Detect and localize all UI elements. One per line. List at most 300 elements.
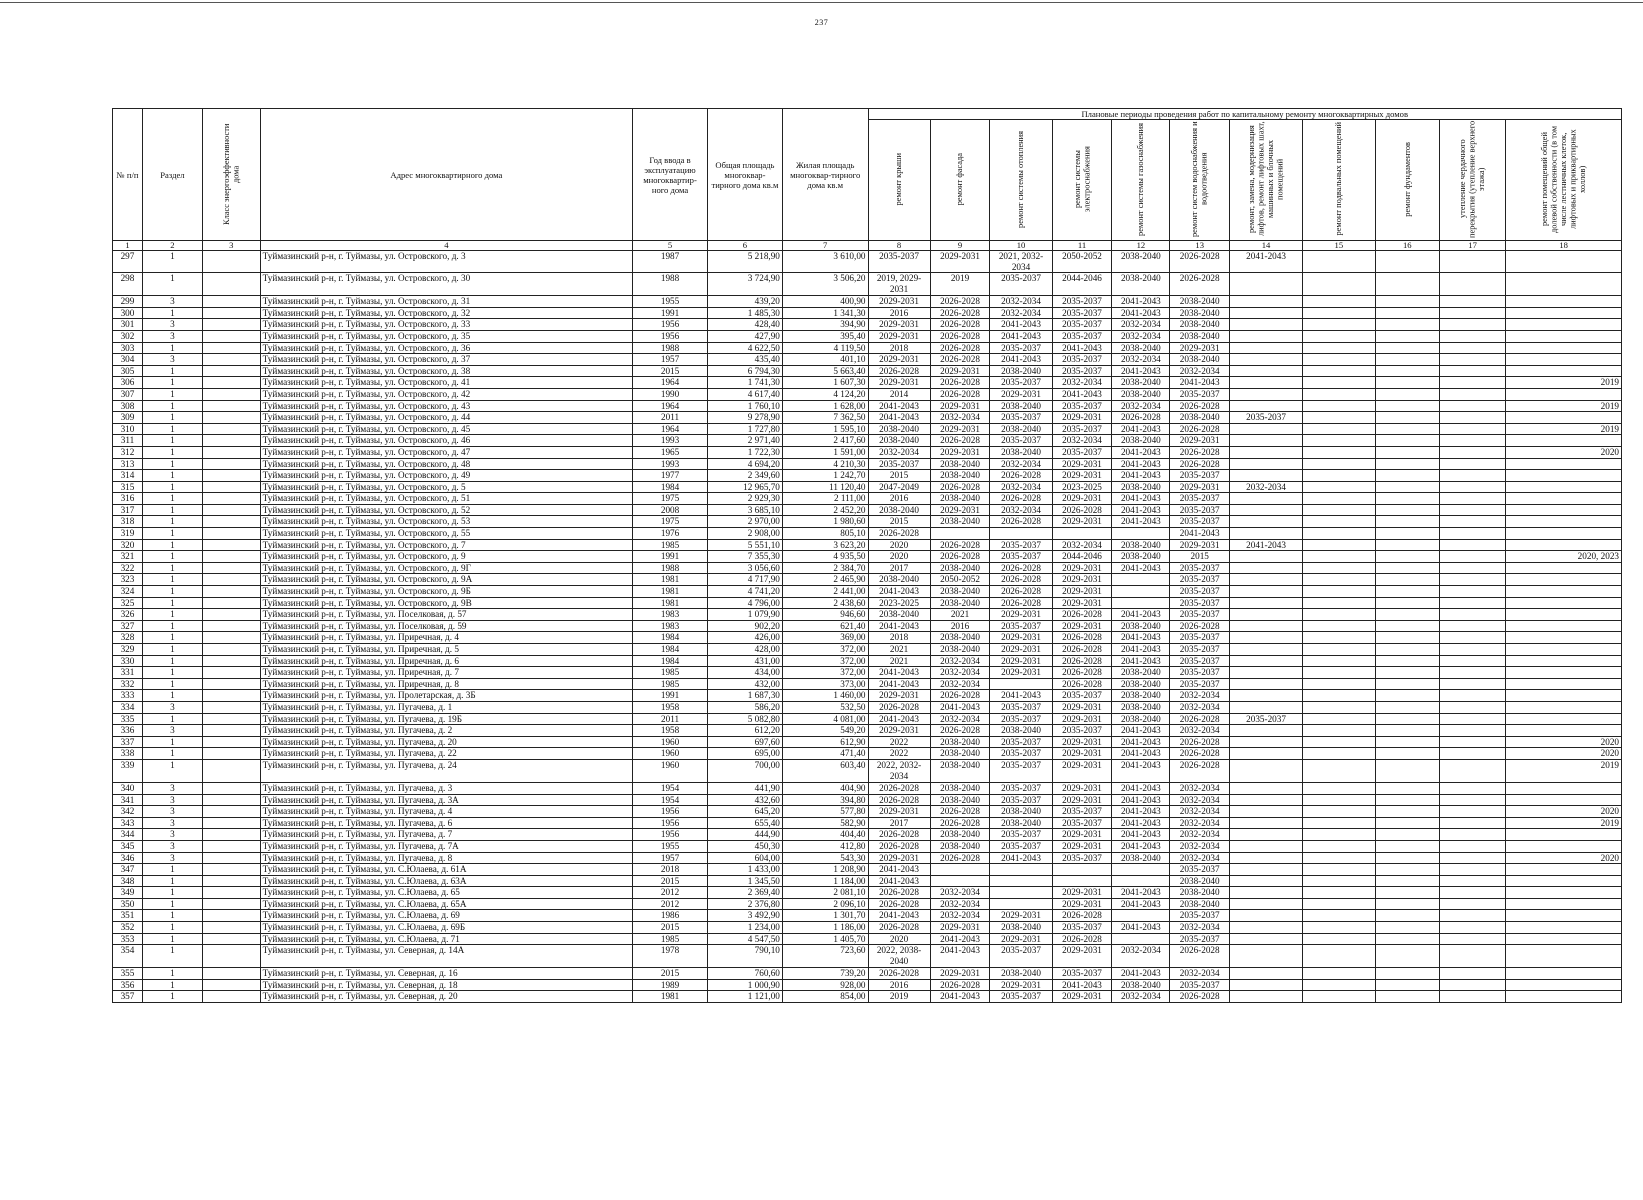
row-gas: 2041-2043	[1112, 829, 1170, 841]
row-power: 2029-2031	[1052, 458, 1112, 470]
row-basement	[1302, 597, 1375, 609]
row-year: 1976	[633, 528, 708, 540]
row-number: 332	[113, 678, 143, 690]
row-common: 2019	[1506, 400, 1622, 412]
row-attic	[1439, 423, 1505, 435]
row-total-area: 604,00	[707, 852, 782, 864]
row-address: Туймазинский р-н, г. Туймазы, ул. Северная, д. 16	[260, 968, 632, 980]
row-foundation	[1375, 806, 1439, 818]
table-row	[113, 319, 1622, 331]
row-water: 2035-2037	[1170, 388, 1230, 400]
row-heating	[990, 898, 1052, 910]
row-facade: 2041-2043	[930, 701, 990, 713]
row-basement	[1302, 817, 1375, 829]
row-lifts	[1230, 945, 1303, 968]
row-total-area: 1 760,10	[707, 400, 782, 412]
row-basement	[1302, 365, 1375, 377]
row-number: 317	[113, 504, 143, 516]
row-energy-class	[202, 446, 260, 458]
row-roof: 2015	[868, 516, 930, 528]
row-address: Туймазинский р-н, г. Туймазы, ул. Островского, д. 42	[260, 388, 632, 400]
row-lifts	[1230, 979, 1303, 991]
row-address: Туймазинский р-н, г. Туймазы, ул. С.Юлаева, д. 69Б	[260, 922, 632, 934]
row-number: 320	[113, 539, 143, 551]
header-basement: ремонт подвальных помещений	[1302, 120, 1375, 241]
row-heating: 2035-2037	[990, 342, 1052, 354]
row-roof: 2018	[868, 632, 930, 644]
row-living-area: 612,90	[782, 736, 868, 748]
row-section: 1	[142, 551, 202, 563]
row-foundation	[1375, 991, 1439, 1003]
row-number: 314	[113, 470, 143, 482]
row-foundation	[1375, 435, 1439, 447]
row-living-area: 2 081,10	[782, 887, 868, 899]
row-lifts	[1230, 632, 1303, 644]
row-foundation	[1375, 586, 1439, 598]
row-gas: 2041-2043	[1112, 446, 1170, 458]
row-roof: 2047-2049	[868, 481, 930, 493]
row-roof: 2019, 2029-2031	[868, 273, 930, 296]
row-living-area: 532,50	[782, 701, 868, 713]
row-heating	[990, 875, 1052, 887]
table-row	[113, 574, 1622, 586]
row-lifts	[1230, 388, 1303, 400]
row-basement	[1302, 933, 1375, 945]
table-row	[113, 307, 1622, 319]
row-gas	[1112, 528, 1170, 540]
row-total-area: 1 727,80	[707, 423, 782, 435]
row-power: 2029-2031	[1052, 759, 1112, 782]
row-foundation	[1375, 400, 1439, 412]
row-foundation	[1375, 251, 1439, 273]
row-attic	[1439, 644, 1505, 656]
table-row	[113, 887, 1622, 899]
row-water: 2041-2043	[1170, 528, 1230, 540]
row-power	[1052, 528, 1112, 540]
row-water: 2032-2034	[1170, 690, 1230, 702]
row-foundation	[1375, 829, 1439, 841]
row-number: 303	[113, 342, 143, 354]
row-total-area: 4 717,90	[707, 574, 782, 586]
row-common	[1506, 701, 1622, 713]
row-gas: 2038-2040	[1112, 251, 1170, 273]
row-common	[1506, 481, 1622, 493]
row-common	[1506, 782, 1622, 794]
row-gas: 2038-2040	[1112, 551, 1170, 563]
row-lifts	[1230, 933, 1303, 945]
row-basement	[1302, 725, 1375, 737]
row-common	[1506, 655, 1622, 667]
row-facade: 2038-2040	[930, 759, 990, 782]
row-power: 2023-2025	[1052, 481, 1112, 493]
row-living-area: 1 460,00	[782, 690, 868, 702]
row-total-area: 2 369,40	[707, 887, 782, 899]
row-foundation	[1375, 273, 1439, 296]
row-gas: 2041-2043	[1112, 609, 1170, 621]
column-number: 6	[707, 241, 782, 251]
row-living-area: 2 465,90	[782, 574, 868, 586]
row-power: 2032-2034	[1052, 539, 1112, 551]
row-facade	[930, 875, 990, 887]
row-common	[1506, 528, 1622, 540]
row-number: 349	[113, 887, 143, 899]
row-facade: 2026-2028	[930, 979, 990, 991]
row-number: 337	[113, 736, 143, 748]
row-lifts	[1230, 678, 1303, 690]
row-common	[1506, 991, 1622, 1003]
row-basement	[1302, 875, 1375, 887]
row-facade: 2038-2040	[930, 586, 990, 598]
row-section: 1	[142, 864, 202, 876]
row-total-area: 450,30	[707, 840, 782, 852]
row-total-area: 5 082,80	[707, 713, 782, 725]
row-lifts	[1230, 330, 1303, 342]
row-water: 2032-2034	[1170, 852, 1230, 864]
row-living-area: 471,40	[782, 748, 868, 760]
row-basement	[1302, 504, 1375, 516]
row-water: 2032-2034	[1170, 817, 1230, 829]
row-number: 350	[113, 898, 143, 910]
row-energy-class	[202, 910, 260, 922]
row-lifts	[1230, 354, 1303, 366]
row-attic	[1439, 388, 1505, 400]
row-facade: 2026-2028	[930, 539, 990, 551]
row-foundation	[1375, 516, 1439, 528]
table-row	[113, 806, 1622, 818]
row-address: Туймазинский р-н, г. Туймазы, ул. Островского, д. 53	[260, 516, 632, 528]
row-heating: 2029-2031	[990, 632, 1052, 644]
row-living-area: 1 186,00	[782, 922, 868, 934]
table-row	[113, 840, 1622, 852]
row-power: 2026-2028	[1052, 667, 1112, 679]
row-gas: 2041-2043	[1112, 470, 1170, 482]
row-address: Туймазинский р-н, г. Туймазы, ул. Островского, д. 41	[260, 377, 632, 389]
row-living-area: 928,00	[782, 979, 868, 991]
row-heating: 2021, 2032-2034	[990, 251, 1052, 273]
row-gas: 2038-2040	[1112, 620, 1170, 632]
row-address: Туймазинский р-н, г. Туймазы, ул. Поселковая, д. 59	[260, 620, 632, 632]
row-energy-class	[202, 377, 260, 389]
row-energy-class	[202, 273, 260, 296]
row-year: 1960	[633, 736, 708, 748]
row-common: 2020	[1506, 736, 1622, 748]
row-attic	[1439, 365, 1505, 377]
row-attic	[1439, 470, 1505, 482]
row-number: 305	[113, 365, 143, 377]
row-lifts	[1230, 562, 1303, 574]
row-section: 1	[142, 713, 202, 725]
row-foundation	[1375, 296, 1439, 308]
row-total-area: 3 685,10	[707, 504, 782, 516]
row-gas: 2038-2040	[1112, 435, 1170, 447]
row-address: Туймазинский р-н, г. Туймазы, ул. Пугачева, д. 22	[260, 748, 632, 760]
row-basement	[1302, 655, 1375, 667]
column-number: 1	[113, 241, 143, 251]
row-total-area: 1 345,50	[707, 875, 782, 887]
row-attic	[1439, 377, 1505, 389]
row-year: 1964	[633, 400, 708, 412]
row-facade: 2041-2043	[930, 933, 990, 945]
row-section: 1	[142, 945, 202, 968]
row-foundation	[1375, 307, 1439, 319]
row-foundation	[1375, 319, 1439, 331]
row-year: 2015	[633, 968, 708, 980]
row-foundation	[1375, 504, 1439, 516]
row-gas	[1112, 597, 1170, 609]
row-common	[1506, 435, 1622, 447]
row-heating: 2026-2028	[990, 574, 1052, 586]
row-facade: 2038-2040	[930, 829, 990, 841]
row-common	[1506, 632, 1622, 644]
row-year: 1984	[633, 644, 708, 656]
row-common	[1506, 504, 1622, 516]
row-basement	[1302, 667, 1375, 679]
row-lifts	[1230, 516, 1303, 528]
row-heating: 2035-2037	[990, 759, 1052, 782]
row-section: 1	[142, 562, 202, 574]
row-total-area: 2 349,60	[707, 470, 782, 482]
column-number: 17	[1439, 241, 1505, 251]
row-gas: 2038-2040	[1112, 979, 1170, 991]
column-number: 4	[260, 241, 632, 251]
row-gas: 2041-2043	[1112, 922, 1170, 934]
row-energy-class	[202, 597, 260, 609]
row-total-area: 1 687,30	[707, 690, 782, 702]
row-address: Туймазинский р-н, г. Туймазы, ул. Островского, д. 44	[260, 412, 632, 424]
row-facade: 2038-2040	[930, 516, 990, 528]
row-address: Туймазинский р-н, г. Туймазы, ул. Островского, д. 43	[260, 400, 632, 412]
row-total-area: 4 617,40	[707, 388, 782, 400]
row-heating: 2029-2031	[990, 979, 1052, 991]
row-foundation	[1375, 945, 1439, 968]
row-living-area: 723,60	[782, 945, 868, 968]
row-basement	[1302, 516, 1375, 528]
row-water: 2029-2031	[1170, 342, 1230, 354]
row-energy-class	[202, 481, 260, 493]
row-number: 306	[113, 377, 143, 389]
row-energy-class	[202, 922, 260, 934]
table-row	[113, 388, 1622, 400]
row-total-area: 1 485,30	[707, 307, 782, 319]
row-facade: 2032-2034	[930, 412, 990, 424]
row-lifts	[1230, 852, 1303, 864]
row-gas: 2038-2040	[1112, 342, 1170, 354]
row-heating: 2026-2028	[990, 493, 1052, 505]
row-basement	[1302, 887, 1375, 899]
row-basement	[1302, 423, 1375, 435]
row-energy-class	[202, 817, 260, 829]
row-basement	[1302, 296, 1375, 308]
row-year: 1984	[633, 632, 708, 644]
row-basement	[1302, 701, 1375, 713]
row-living-area: 373,00	[782, 678, 868, 690]
row-address: Туймазинский р-н, г. Туймазы, ул. Пугачева, д. 1	[260, 701, 632, 713]
row-heating	[990, 887, 1052, 899]
row-address: Туймазинский р-н, г. Туймазы, ул. Островского, д. 55	[260, 528, 632, 540]
row-heating: 2038-2040	[990, 817, 1052, 829]
row-attic	[1439, 817, 1505, 829]
row-basement	[1302, 806, 1375, 818]
row-facade: 2026-2028	[930, 354, 990, 366]
row-roof: 2026-2028	[868, 829, 930, 841]
row-attic	[1439, 759, 1505, 782]
table-row	[113, 504, 1622, 516]
row-living-area: 372,00	[782, 655, 868, 667]
header-year: Год ввода в эксплуатацию многоквартир-ного дома	[633, 109, 708, 241]
row-living-area: 4 081,00	[782, 713, 868, 725]
row-basement	[1302, 782, 1375, 794]
row-roof: 2026-2028	[868, 528, 930, 540]
row-address: Туймазинский р-н, г. Туймазы, ул. Островского, д. 37	[260, 354, 632, 366]
row-heating: 2035-2037	[990, 829, 1052, 841]
row-heating: 2041-2043	[990, 852, 1052, 864]
row-attic	[1439, 330, 1505, 342]
row-energy-class	[202, 690, 260, 702]
column-number: 16	[1375, 241, 1439, 251]
row-basement	[1302, 713, 1375, 725]
row-roof: 2017	[868, 817, 930, 829]
row-energy-class	[202, 667, 260, 679]
row-attic	[1439, 307, 1505, 319]
row-living-area: 739,20	[782, 968, 868, 980]
table-row	[113, 400, 1622, 412]
row-heating: 2035-2037	[990, 991, 1052, 1003]
row-power: 2041-2043	[1052, 342, 1112, 354]
row-water: 2026-2028	[1170, 945, 1230, 968]
row-year: 1993	[633, 458, 708, 470]
row-energy-class	[202, 516, 260, 528]
table-row	[113, 644, 1622, 656]
row-address: Туймазинский р-н, г. Туймазы, ул. Приречная, д. 8	[260, 678, 632, 690]
row-attic	[1439, 551, 1505, 563]
row-foundation	[1375, 887, 1439, 899]
row-year: 1977	[633, 470, 708, 482]
row-common	[1506, 725, 1622, 737]
row-power: 2029-2031	[1052, 620, 1112, 632]
row-facade: 2026-2028	[930, 342, 990, 354]
row-power: 2029-2031	[1052, 840, 1112, 852]
row-gas: 2038-2040	[1112, 377, 1170, 389]
row-address: Туймазинский р-н, г. Туймазы, ул. Островского, д. 49	[260, 470, 632, 482]
row-foundation	[1375, 423, 1439, 435]
row-gas: 2041-2043	[1112, 493, 1170, 505]
row-total-area: 2 376,80	[707, 898, 782, 910]
row-section: 3	[142, 829, 202, 841]
table-body	[113, 251, 1622, 1003]
row-basement	[1302, 991, 1375, 1003]
row-attic	[1439, 562, 1505, 574]
row-total-area: 432,00	[707, 678, 782, 690]
row-total-area: 697,60	[707, 736, 782, 748]
row-year: 2015	[633, 875, 708, 887]
row-power: 2029-2031	[1052, 794, 1112, 806]
row-facade: 2026-2028	[930, 690, 990, 702]
row-year: 2015	[633, 922, 708, 934]
row-water: 2038-2040	[1170, 898, 1230, 910]
row-heating: 2026-2028	[990, 597, 1052, 609]
row-lifts	[1230, 551, 1303, 563]
row-year: 1991	[633, 307, 708, 319]
row-power: 2026-2028	[1052, 632, 1112, 644]
row-lifts	[1230, 806, 1303, 818]
row-lifts	[1230, 528, 1303, 540]
row-energy-class	[202, 586, 260, 598]
row-facade: 2026-2028	[930, 852, 990, 864]
row-lifts	[1230, 586, 1303, 598]
row-power: 2029-2031	[1052, 713, 1112, 725]
row-power: 2029-2031	[1052, 470, 1112, 482]
row-total-area: 439,20	[707, 296, 782, 308]
row-roof: 2041-2043	[868, 864, 930, 876]
row-foundation	[1375, 481, 1439, 493]
row-water: 2026-2028	[1170, 620, 1230, 632]
row-basement	[1302, 539, 1375, 551]
row-heating: 2041-2043	[990, 319, 1052, 331]
row-number: 330	[113, 655, 143, 667]
row-year: 1983	[633, 609, 708, 621]
row-year: 1954	[633, 782, 708, 794]
row-roof: 2015	[868, 470, 930, 482]
row-basement	[1302, 759, 1375, 782]
row-gas: 2041-2043	[1112, 504, 1170, 516]
row-section: 3	[142, 725, 202, 737]
row-gas: 2041-2043	[1112, 806, 1170, 818]
row-attic	[1439, 296, 1505, 308]
row-year: 2012	[633, 887, 708, 899]
row-water: 2026-2028	[1170, 251, 1230, 273]
row-roof: 2041-2043	[868, 412, 930, 424]
row-year: 1955	[633, 840, 708, 852]
row-total-area: 902,20	[707, 620, 782, 632]
row-address: Туймазинский р-н, г. Туймазы, ул. Островского, д. 48	[260, 458, 632, 470]
row-water: 2035-2037	[1170, 933, 1230, 945]
row-water: 2038-2040	[1170, 307, 1230, 319]
row-year: 1985	[633, 678, 708, 690]
row-gas: 2026-2028	[1112, 412, 1170, 424]
row-attic	[1439, 516, 1505, 528]
row-energy-class	[202, 933, 260, 945]
row-power: 2035-2037	[1052, 968, 1112, 980]
row-facade: 2029-2031	[930, 251, 990, 273]
row-living-area: 3 623,20	[782, 539, 868, 551]
row-power: 2044-2046	[1052, 273, 1112, 296]
row-heating: 2032-2034	[990, 307, 1052, 319]
row-total-area: 790,10	[707, 945, 782, 968]
row-water: 2038-2040	[1170, 330, 1230, 342]
row-basement	[1302, 840, 1375, 852]
row-section: 3	[142, 817, 202, 829]
row-foundation	[1375, 840, 1439, 852]
row-gas: 2032-2034	[1112, 945, 1170, 968]
row-lifts	[1230, 991, 1303, 1003]
row-facade	[930, 528, 990, 540]
row-total-area: 3 724,90	[707, 273, 782, 296]
row-common	[1506, 586, 1622, 598]
row-gas	[1112, 910, 1170, 922]
row-common: 2020	[1506, 852, 1622, 864]
row-address: Туймазинский р-н, г. Туймазы, ул. Островского, д. 32	[260, 307, 632, 319]
row-power: 2035-2037	[1052, 296, 1112, 308]
row-year: 1981	[633, 574, 708, 586]
row-number: 340	[113, 782, 143, 794]
row-heating: 2026-2028	[990, 562, 1052, 574]
row-address: Туймазинский р-н, г. Туймазы, ул. Островского, д. 9Б	[260, 586, 632, 598]
row-gas: 2041-2043	[1112, 817, 1170, 829]
row-foundation	[1375, 864, 1439, 876]
row-roof: 2021	[868, 644, 930, 656]
row-water: 2041-2043	[1170, 377, 1230, 389]
row-common	[1506, 539, 1622, 551]
